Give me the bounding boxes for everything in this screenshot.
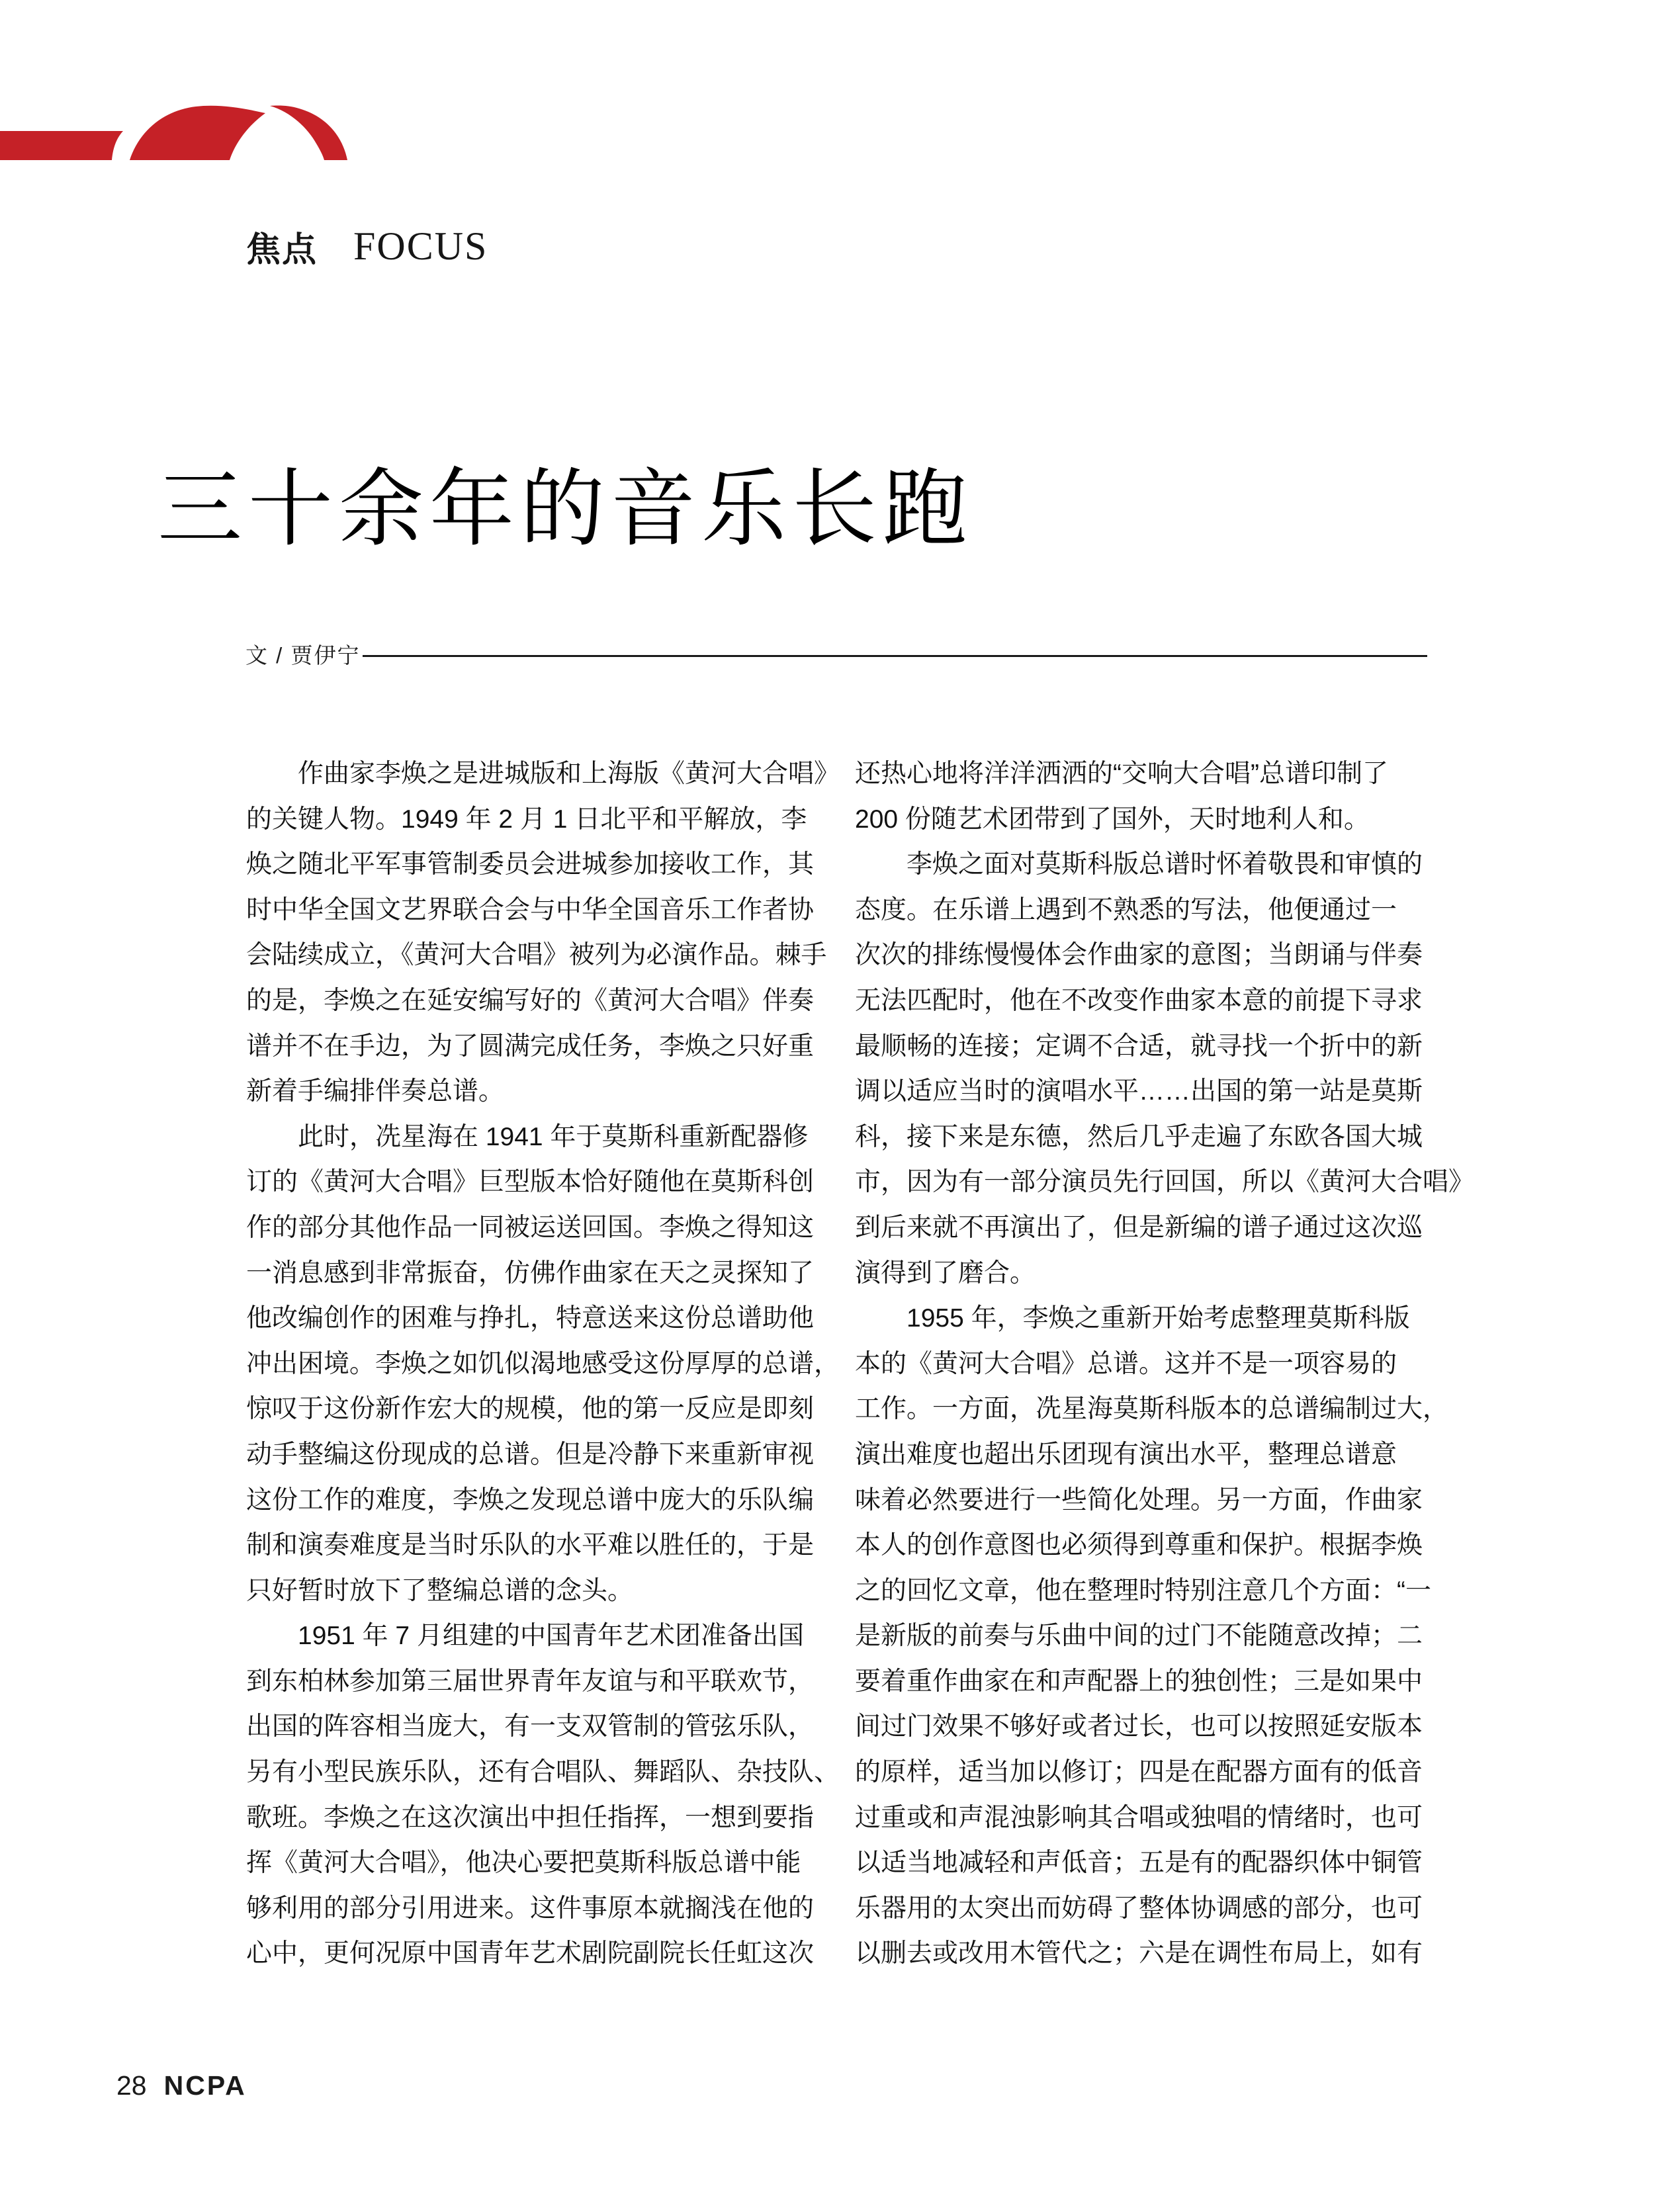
article-title: 三十余年的音乐长跑 — [157, 462, 974, 556]
text-line: 冲出困境。李焕之如饥似渴地感受这份厚厚的总谱， — [246, 1349, 840, 1378]
text-line: 味着必然要进行一些简化处理。另一方面，作曲家 — [855, 1485, 1423, 1514]
text-line: 这份工作的难度，李焕之发现总谱中庞大的乐队编 — [246, 1485, 815, 1514]
text-line: 谱并不在手边，为了圆满完成任务，李焕之只好重 — [246, 1031, 815, 1061]
text-line: 的关键人物。1949 年 2 月 1 日北平和平解放，李 — [246, 805, 807, 834]
journal-name: NCPA — [163, 2070, 247, 2101]
text-line: 他改编创作的困难与挣扎，特意送来这份总谱助他 — [246, 1304, 815, 1333]
text-line: 演得到了磨合。 — [855, 1258, 1036, 1288]
text-line: 时中华全国文艺界联合会与中华全国音乐工作者协 — [246, 895, 815, 924]
logo-ribbon-shape — [270, 105, 347, 160]
text-line: 作曲家李焕之是进城版和上海版《黄河大合唱》 — [246, 760, 840, 788]
text-line: 只好暂时放下了整编总谱的念头。 — [246, 1576, 634, 1605]
page-header — [0, 103, 503, 269]
text-line: 一消息感到非常振奋，仿佛作曲家在天之灵探知了 — [246, 1258, 815, 1288]
focus-logo-swoosh-icon — [0, 103, 371, 162]
byline-rule — [363, 655, 1427, 657]
text-line: 科，接下来是东德，然后几乎走遍了东欧各国大城 — [855, 1122, 1423, 1151]
header-red-bar — [0, 131, 123, 160]
right-column — [855, 752, 1475, 1977]
text-line: 到后来就不再演出了，但是新编的谱子通过这次巡 — [855, 1213, 1423, 1242]
text-line: 是新版的前奏与乐曲中间的过门不能随意改掉；二 — [855, 1622, 1423, 1651]
text-line: 无法匹配时，他在不改变作曲家本意的前提下寻求 — [855, 986, 1423, 1015]
left-column — [246, 752, 840, 1977]
text-line: 1951 年 7 月组建的中国青年艺术团准备出国 — [246, 1622, 804, 1651]
text-line: 次次的排练慢慢体会作曲家的意图；当朗诵与伴奏 — [855, 941, 1423, 970]
text-line: 出国的阵容相当庞大，有一支双管制的管弦乐队， — [246, 1712, 815, 1741]
text-line: 订的《黄河大合唱》巨型版本恰好随他在莫斯科创 — [246, 1168, 815, 1197]
text-line: 惊叹于这份新作宏大的规模，他的第一反应是即刻 — [246, 1395, 815, 1424]
text-line: 另有小型民族乐队，还有合唱队、舞蹈队、杂技队、 — [246, 1758, 840, 1787]
focus-badge-chinese: 焦点 — [246, 231, 318, 269]
text-line: 1955 年，李焕之重新开始考虑整理莫斯科版 — [855, 1304, 1410, 1333]
text-line: 的是，李焕之在延安编写好的《黄河大合唱》伴奏 — [246, 986, 815, 1015]
text-line: 挥《黄河大合唱》，他决心要把莫斯科版总谱中能 — [246, 1849, 801, 1878]
text-line: 调以适应当时的演唱水平……出国的第一站是莫斯 — [855, 1077, 1423, 1106]
text-line: 过重或和声混浊影响其合唱或独唱的情绪时，也可 — [855, 1803, 1423, 1832]
text-line: 以删去或改用木管代之；六是在调性布局上，如有 — [855, 1939, 1423, 1968]
text-line: 此时，冼星海在 1941 年于莫斯科重新配器修 — [246, 1122, 809, 1151]
text-line: 李焕之面对莫斯科版总谱时怀着敬畏和审慎的 — [855, 850, 1423, 879]
text-line: 焕之随北平军事管制委员会进城参加接收工作，其 — [246, 850, 815, 879]
text-line: 乐器用的太突出而妨碍了整体协调感的部分，也可 — [855, 1894, 1423, 1923]
text-line: 到东柏林参加第三届世界青年友谊与和平联欢节， — [246, 1667, 815, 1696]
text-line: 最顺畅的连接；定调不合适，就寻找一个折中的新 — [855, 1031, 1423, 1061]
text-line: 制和演奏难度是当时乐队的水平难以胜任的，于是 — [246, 1531, 815, 1560]
text-line: 动手整编这份现成的总谱。但是冷静下来重新审视 — [246, 1440, 815, 1469]
text-line: 间过门效果不够好或者过长，也可以按照延安版本 — [855, 1712, 1423, 1741]
focus-badge-english: FOCUS — [353, 224, 488, 268]
text-line: 还热心地将洋洋洒洒的“交响大合唱”总谱印制了 — [855, 760, 1388, 788]
text-line: 之的回忆文章，他在整理时特别注意几个方面：“一 — [855, 1576, 1431, 1605]
logo-dome-shape — [130, 106, 265, 160]
text-line: 会陆续成立，《黄河大合唱》被列为必演作品。棘手 — [246, 941, 827, 970]
text-line: 工作。一方面，冼星海莫斯科版本的总谱编制过大， — [855, 1395, 1449, 1424]
text-line: 市，因为有一部分演员先行回国，所以《黄河大合唱》 — [855, 1168, 1475, 1197]
text-line: 本人的创作意图也必须得到尊重和保护。根据李焕 — [855, 1531, 1423, 1560]
text-line: 够利用的部分引用进来。这件事原本就搁浅在他的 — [246, 1894, 815, 1923]
page-number: 28 — [116, 2070, 147, 2101]
text-line: 新着手编排伴奏总谱。 — [246, 1077, 505, 1106]
byline: 文 / 贾伊宁 — [245, 643, 361, 668]
text-line: 以适当地减轻和声低音；五是有的配器织体中铜管 — [855, 1849, 1423, 1878]
page-footer — [116, 2070, 247, 2101]
text-line: 态度。在乐谱上遇到不熟悉的写法，他便通过一 — [855, 895, 1397, 924]
text-line: 作的部分其他作品一同被运送回国。李焕之得知这 — [246, 1213, 815, 1242]
text-line: 的原样，适当加以修订；四是在配器方面有的低音 — [855, 1758, 1423, 1787]
text-line: 歌班。李焕之在这次演出中担任指挥，一想到要指 — [246, 1803, 815, 1832]
text-line: 200 份随艺术团带到了国外，天时地利人和。 — [855, 805, 1370, 834]
text-line: 本的《黄河大合唱》总谱。这并不是一项容易的 — [855, 1349, 1397, 1378]
text-line: 要着重作曲家在和声配器上的独创性；三是如果中 — [855, 1667, 1423, 1696]
text-line: 心中，更何况原中国青年艺术剧院副院长任虹这次 — [246, 1939, 815, 1968]
text-line: 演出难度也超出乐团现有演出水平，整理总谱意 — [855, 1440, 1397, 1469]
